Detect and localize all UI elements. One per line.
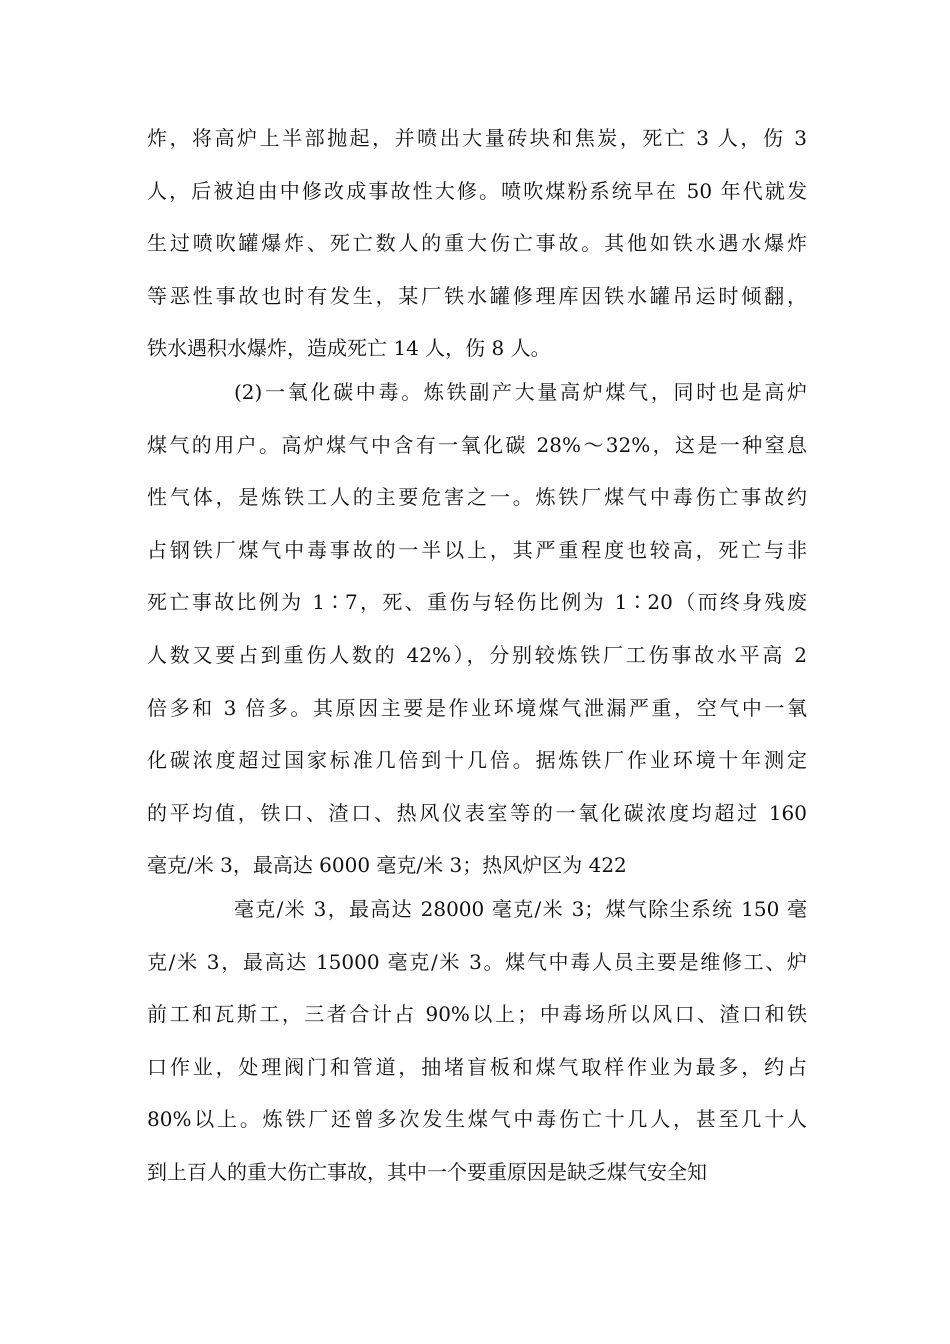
text-line: 煤气的用户。高炉煤气中含有一氧化碳 28%～32%，这是一种窒息 [147,432,807,457]
paragraph-gas-concentration-statistics [147,883,807,1199]
text-line: 占钢铁厂煤气中毒事故的一半以上，其严重程度也较高，死亡与非 [147,537,807,562]
text-line: 80%以上。炼铁厂还曾多次发生煤气中毒伤亡十几人，甚至几十人 [147,1107,807,1132]
text-line: 炸，将高炉上半部抛起，并喷出大量砖块和焦炭，死亡 3 人，伤 3 [147,126,807,150]
text-line: 毫克/米 3，最高达 6000 毫克/米 3；热风炉区为 422 [147,853,627,878]
text-line: 前工和瓦斯工，三者合计占 90%以上；中毒场所以风口、渣口和铁 [147,1002,807,1027]
text-line: 化碳浓度超过国家标准几倍到十几倍。据炼铁厂作业环境十年测定 [147,748,807,773]
text-line: 毫克/米 3，最高达 28000 毫克/米 3；煤气除尘系统 150 毫 [234,897,807,921]
paragraph-carbon-monoxide-poisoning [147,366,807,892]
text-line: 性气体，是炼铁工人的主要危害之一。炼铁厂煤气中毒伤亡事故约 [147,485,807,510]
text-line: 人，后被迫由中修改成事故性大修。喷吹煤粉系统早在 50 年代就发 [147,178,807,203]
text-line: 生过喷吹罐爆炸、死亡数人的重大伤亡事故。其他如铁水遇水爆炸 [147,231,807,256]
text-line: 等恶性事故也时有发生，某厂铁水罐修理库因铁水罐吊运时倾翻， [147,283,807,308]
text-line: 的平均值，铁口、渣口、热风仪表室等的一氧化碳浓度均超过 160 [147,800,807,825]
text-line: 倍多和 3 倍多。其原因主要是作业环境煤气泄漏严重，空气中一氧 [147,695,807,720]
text-line: 到上百人的重大伤亡事故，其中一个要重原因是缺乏煤气安全知 [147,1159,707,1184]
text-line: 死亡事故比例为 1∶7，死、重伤与轻伤比例为 1∶20（而终身残废 [147,590,807,615]
text-line: 克/米 3，最高达 15000 毫克/米 3。煤气中毒人员主要是维修工、炉 [147,949,807,974]
text-line: 口作业，处理阀门和管道，抽堵盲板和煤气取样作业为最多，约占 [147,1054,807,1079]
text-line: 人数又要占到重伤人数的 42%），分别较炼铁厂工伤事故水平高 2 [147,642,807,667]
paragraph-blast-furnace-explosions [147,112,807,375]
text-line: (2)一氧化碳中毒。炼铁副产大量高炉煤气，同时也是高炉 [234,380,807,404]
text-line: 铁水遇积水爆炸，造成死亡 14 人，伤 8 人。 [147,336,551,361]
